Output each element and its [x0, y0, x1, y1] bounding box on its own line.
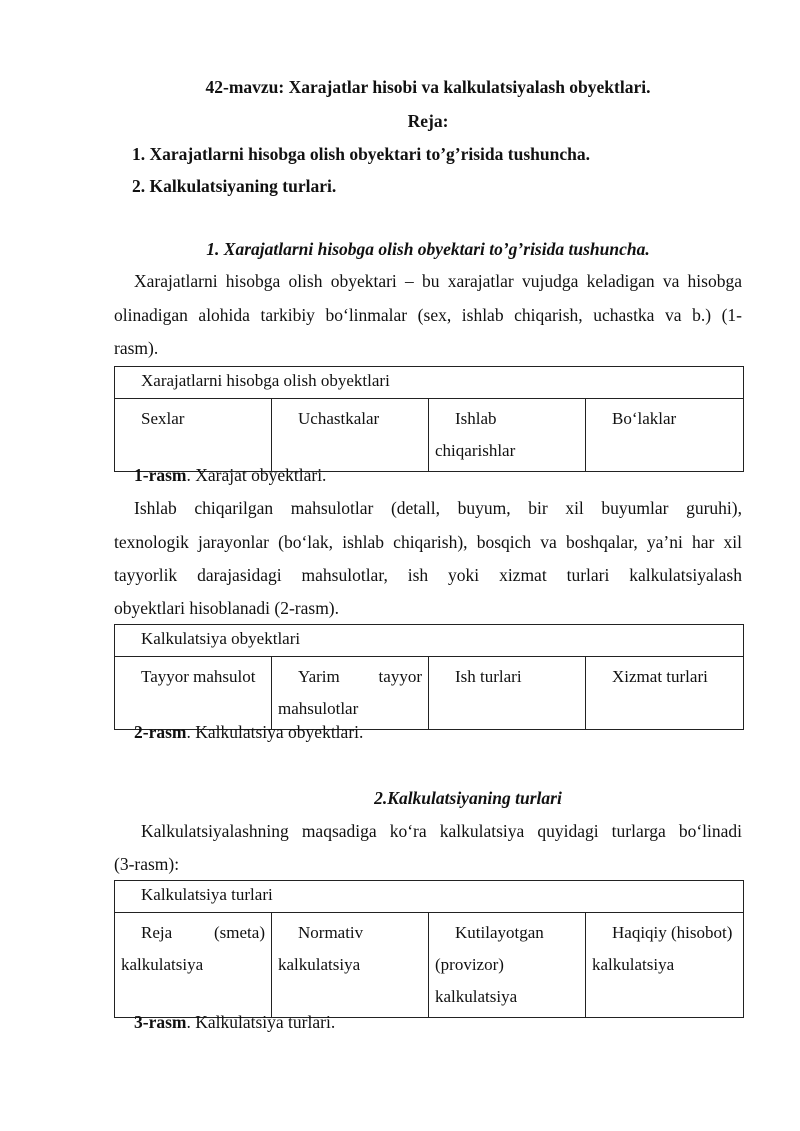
figure3-text: . Kalkulatsiya turlari. [186, 1012, 336, 1032]
section1-para2-line4: obyektlari hisoblanadi (2-rasm). [114, 598, 340, 618]
section1-heading: 1. Xarajatlarni hisobga olish obyektari to’g’risida tushuncha. [206, 239, 650, 259]
table2-header: Kalkulatsiya obyektlari [115, 625, 744, 657]
table1-header: Xarajatlarni hisobga olish obyektlari [115, 367, 744, 399]
table3-cell-haqiqiy: Haqiqiy (hisobot) kalkulatsiya [586, 913, 744, 1018]
table2-cell-xizmat-turlari: Xizmat turlari [586, 657, 744, 730]
table3-cell-normativ: Normativ kalkulatsiya [272, 913, 429, 1018]
plan-item-2: 2. Kalkulatsiyaning turlari. [132, 176, 337, 196]
table3-cell-kutilayotgan: Kutilayotgan (provizor) kalkulatsiya [429, 913, 586, 1018]
figure2-label: 2-rasm [134, 722, 187, 742]
page-title: 42-mavzu: Xarajatlar hisobi va kalkulatsiyalash obyektlari. [205, 77, 651, 97]
figure3-label: 3-rasm [134, 1012, 187, 1032]
table2-cell-tayyor-mahsulot: Tayyor mahsulot [115, 657, 272, 730]
plan-item-1: 1. Xarajatlarni hisobga olish obyektari to’g’risida tushuncha. [132, 144, 590, 164]
table1-cell-ishlab-chiqarishlar: Ishlab chiqarishlar [429, 399, 586, 472]
figure2-caption [134, 721, 363, 743]
section1-para2-line3: tayyorlik darajasidagi mahsulotlar, ish yoki xizmat turlari kalkulatsiyalash [114, 565, 742, 585]
figure3-caption [134, 1011, 335, 1033]
section2-heading: 2.Kalkulatsiyaning turlari [374, 788, 562, 808]
section1-para1-line3: rasm). [114, 338, 159, 358]
section2-para-line1: Kalkulatsiyalashning maqsadiga ko‘ra kalkulatsiya quyidagi turlarga bo‘linadi [141, 821, 742, 841]
table1-cell-bolaklar: Bo‘laklar [586, 399, 744, 472]
table-calculation-objects [114, 624, 744, 730]
section1-para2-line2: texnologik jarayonlar (bo‘lak, ishlab chiqarish), bosqich va boshqalar, ya’ni har xil [114, 532, 742, 552]
table3-cell-reja-smeta: Reja (smeta) kalkulatsiya [115, 913, 272, 1018]
figure1-label: 1-rasm [134, 465, 187, 485]
table2-cell-yarim-tayyor: Yarim tayyor mahsulotlar [272, 657, 429, 730]
section2-para-line2: (3-rasm): [114, 854, 180, 874]
figure1-text: . Xarajat obyektlari. [186, 465, 327, 485]
table-calculation-types [114, 880, 744, 1018]
section1-para2-line1: Ishlab chiqarilgan mahsulotlar (detall, buyum, bir xil buyumlar guruhi), [134, 498, 742, 518]
table3-header: Kalkulatsiya turlari [115, 881, 744, 913]
table1-cell-sexlar: Sexlar [115, 399, 272, 472]
figure2-text: . Kalkulatsiya obyektlari. [186, 722, 364, 742]
section1-para1-line2: olinadigan alohida tarkibiy bo‘linmalar (sex, ishlab chiqarish, uchastka va b.) (1- [114, 305, 742, 325]
table1-cell-uchastkalar: Uchastkalar [272, 399, 429, 472]
table-cost-objects [114, 366, 744, 472]
figure1-caption [134, 464, 326, 486]
table2-cell-ish-turlari: Ish turlari [429, 657, 586, 730]
section1-para1-line1: Xarajatlarni hisobga olish obyektari – bu xarajatlar vujudga keladigan va hisobga [134, 271, 742, 291]
plan-heading: Reja: [407, 111, 449, 131]
